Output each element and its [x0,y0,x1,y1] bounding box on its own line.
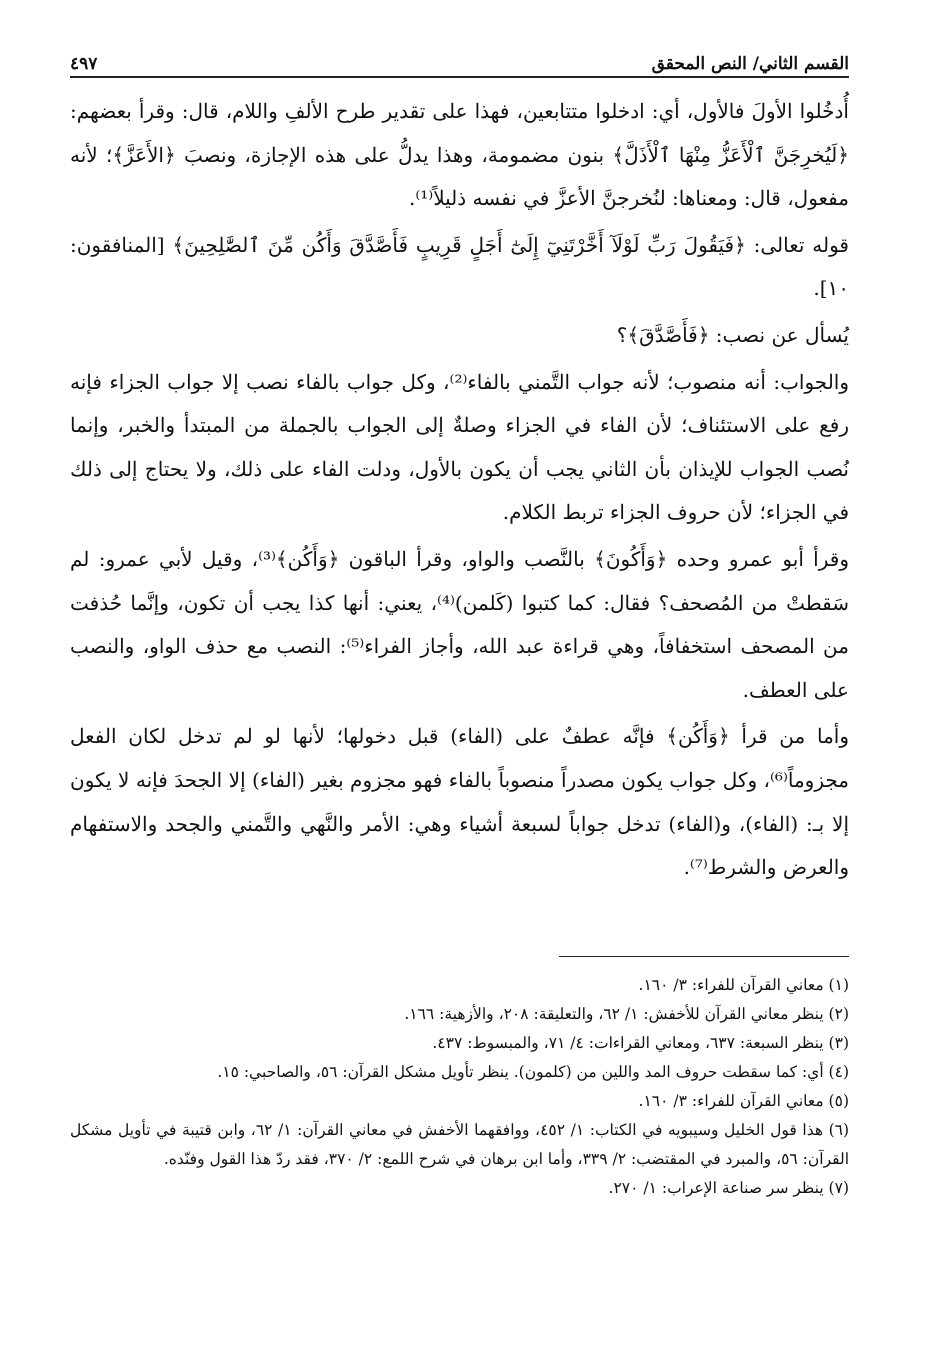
paragraph-3: يُسأل عن نصب: ﴿فَأَصَّدَّقَ﴾؟ [616,322,849,347]
page-number: ٤٩٧ [70,54,98,74]
footnote-4: (٤) أي: كما سقطت حروف المد واللين من (كلمون). ينظر تأويل مشكل القرآن: ٥٦، والصاحبي: ١٥. [217,1062,849,1081]
footnote-5: (٥) معاني القرآن للفراء: ٣/ ١٦٠. [638,1091,849,1110]
paragraph-4: والجواب: أنه منصوب؛ لأنه جواب التَّمني بالفاء⁽²⁾، وكل جواب بالفاء نصب إلا جواب الجزاء فإنه رفع على الاستئناف؛ لأن الفاء في الجزاء وصلةٌ إلى الجواب بالجملة من المبتدأ والخبر، وإنما نُصب الجواب للإيذان بأن الثاني يجب أن يكون بالأول، ودلت الفاء على ذلك، ولا يحتاج إلى ذلك في الجزاء؛ لأن حروف الجزاء تربط الكلام. [70,369,849,525]
footnote-2: (٢) ينظر معاني القرآن للأخفش: ١/ ٦٢، والتعليقة: ٢٠٨، والأزهية: ١٦٦. [404,1004,849,1023]
paragraph-2: قوله تعالى: ﴿فَيَقُولَ رَبِّ لَوْلَآ أَخَّرْتَنِيٓ إِلَىٰٓ أَجَلٍ قَرِيبٍ فَأَصَّدَّقَ وَأَكُن مِّنَ ٱلصَّٰلِحِينَ﴾ [المنافقون: ١٠]. [70,232,849,301]
book-page [70,38,849,1203]
section-title: القسم الثاني/ النص المحقق [651,54,849,74]
footnotes [70,971,849,1203]
footnote-3: (٣) ينظر السبعة: ٦٣٧، ومعاني القراءات: ٤/ ٧١، والمبسوط: ٤٣٧. [432,1033,849,1052]
footnote-6: (٦) هذا قول الخليل وسيبويه في الكتاب: ١/ ٤٥٢، ووافقهما الأخفش في معاني القرآن: ١/ ٦٢، وابن قتيبة في تأويل مشكل القرآن: ٥٦، والمبرد في المقتضب: ٢/ ٣٣٩، وأما ابن برهان في شرح اللمع: ٢/ ٣٧٠، فقد ردّ هذا القول وفنّده. [70,1120,850,1168]
footnote-divider [559,956,849,957]
footnote-1: (١) معاني القرآن للفراء: ٣/ ١٦٠. [638,975,849,994]
header-divider [70,76,849,78]
main-text [70,90,849,890]
footnote-7: (٧) ينظر سر صناعة الإعراب: ١/ ٢٧٠. [608,1178,849,1197]
paragraph-6: وأما من قرأ ﴿وَأَكُن﴾ فإنَّه عطفٌ على (الفاء) قبل دخولها؛ لأنها لو لم تدخل لكان الفعل مجزوماً⁽⁶⁾، وكل جواب يكون مصدراً منصوباً بالفاء فهو مجزوم بغير (الفاء) إلا الجحدَ فإنه لا يكون إلا بـ: (الفاء)، و(الفاء) تدخل جواباً لسبعة أشياء وهي: الأمر والنَّهي والتَّمني والجحد والاستفهام والعرض والشرط⁽⁷⁾. [70,724,849,880]
paragraph-5: وقرأ أبو عمرو وحده ﴿وَأَكُونَ﴾ بالنَّصب والواو، وقرأ الباقون ﴿وَأَكُن﴾⁽³⁾، وقيل لأبي عمرو: لم سَقطتْ من المُصحف؟ فقال: كما كتبوا (كَلمن)⁽⁴⁾، يعني: أنها كذا يجب أن تكون، وإنَّما حُذفت من المصحف استخفافاً، وهي قراءة عبد الله، وأجاز الفراء⁽⁵⁾: النصب مع حذف الواو، والنصب على العطف. [70,546,849,702]
paragraph-1: أُدخُلوا الأولَ فالأول، أي: ادخلوا متتابعين، فهذا على تقدير طرح الألفِ واللام، قال: وقرأ بعضهم: ﴿لَيُخرِجَنَّ ٱلْأَعَزُّ مِنْهَا ٱلْأَذَلَّ﴾ بنون مضمومة، وهذا يدلُّ على هذه الإجازة، ونصبَ ﴿الأَعَزَّ﴾؛ لأنه مفعول، قال: ومعناها: لنُخرجنَّ الأعزَّ في نفسه ذليلاً⁽¹⁾. [70,99,849,211]
running-header [70,38,849,74]
